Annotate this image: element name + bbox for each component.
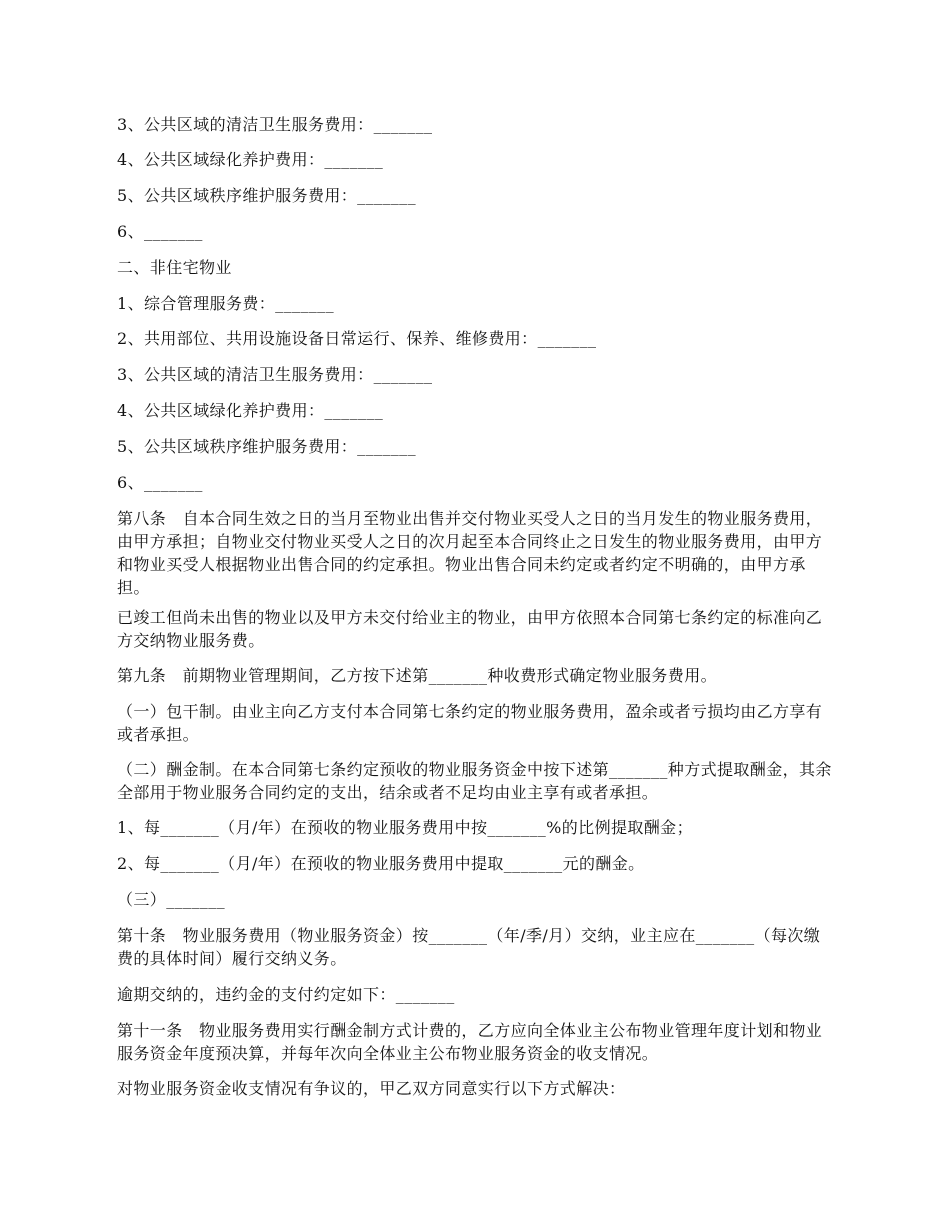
article-10: 第十条 物业服务费用（物业服务资金）按_______（年/季/月）交纳，业主应在_______（每次缴费的具体时间）履行交纳义务。 [117, 926, 821, 968]
paragraph-public-cleaning-fee-1: 3、公共区域的清洁卫生服务费用：_______ [117, 115, 433, 134]
paragraph-other-fee-2: 6、_______ [117, 473, 203, 492]
paragraph-remuneration-fixed: 2、每_______（月/年）在预收的物业服务费用中提取_______元的酬金。 [117, 854, 645, 873]
paragraph-lump-sum-system: （一）包干制。由业主向乙方支付本合同第七条约定的物业服务费用，盈余或者亏损均由乙方享有或者承担。 [117, 702, 823, 744]
article-8: 第八条 自本合同生效之日的当月至物业出售并交付物业买受人之日的当月发生的物业服务费用，由甲方承担；自物业交付物业买受人之日的次月起至本合同终止之日发生的物业服务费用，由甲方和物业买受人根据物业出售合同的约定承担。物业出售合同未约定或者约定不明确的，由甲方承担。 [117, 509, 823, 597]
paragraph-unsold-property: 已竣工但尚未出售的物业以及甲方未交付给业主的物业，由甲方依照本合同第七条约定的标准向乙方交纳物业服务费。 [117, 608, 823, 650]
paragraph-greening-fee-1: 4、公共区域绿化养护费用：_______ [117, 150, 384, 169]
paragraph-option-three: （三）_______ [117, 890, 226, 909]
paragraph-order-maintenance-fee-2: 5、公共区域秩序维护服务费用：_______ [117, 437, 416, 456]
article-9: 第九条 前期物业管理期间，乙方按下述第_______种收费形式确定物业服务费用。 [117, 666, 718, 685]
paragraph-remuneration-system: （二）酬金制。在本合同第七条约定预收的物业服务资金中按下述第_______种方式提取酬金，其余全部用于物业服务合同约定的支出，结余或者不足均由业主享有或者承担。 [117, 760, 832, 802]
paragraph-public-cleaning-fee-2: 3、公共区域的清洁卫生服务费用：_______ [117, 365, 433, 384]
paragraph-management-fee: 1、综合管理服务费：_______ [117, 294, 334, 313]
paragraph-order-maintenance-fee-1: 5、公共区域秩序维护服务费用：_______ [117, 186, 416, 205]
article-11: 第十一条 物业服务费用实行酬金制方式计费的，乙方应向全体业主公布物业管理年度计划和物业服务资金年度预决算，并每年次向全体业主公布物业服务资金的收支情况。 [117, 1021, 823, 1063]
section-heading-non-residential: 二、非住宅物业 [117, 258, 232, 277]
paragraph-late-payment: 逾期交纳的，违约金的支付约定如下：_______ [117, 985, 455, 1004]
paragraph-other-fee-1: 6、_______ [117, 222, 203, 241]
paragraph-dispute-resolution: 对物业服务资金收支情况有争议的，甲乙双方同意实行以下方式解决： [117, 1079, 626, 1098]
paragraph-facilities-fee: 2、共用部位、共用设施设备日常运行、保养、维修费用：_______ [117, 329, 597, 348]
paragraph-greening-fee-2: 4、公共区域绿化养护费用：_______ [117, 401, 384, 420]
paragraph-remuneration-ratio: 1、每_______（月/年）在预收的物业服务费用中按_______%的比例提取酬金； [117, 818, 693, 837]
